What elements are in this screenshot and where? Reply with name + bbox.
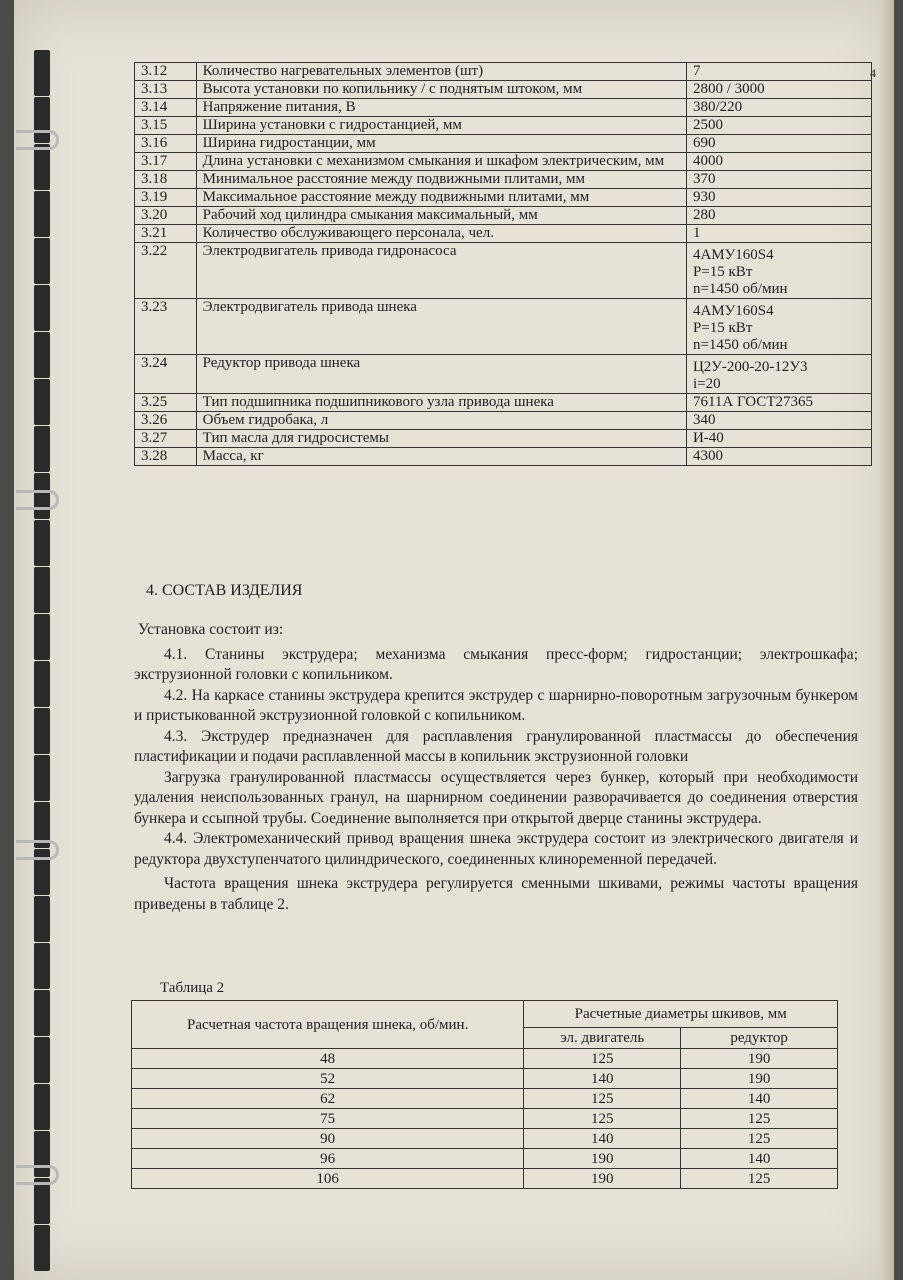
binding-hole xyxy=(34,285,50,331)
table-cell: 140 xyxy=(524,1069,681,1089)
spec-num: 3.13 xyxy=(135,81,197,99)
binding-hole xyxy=(34,755,50,801)
spec-value: 280 xyxy=(686,207,871,225)
spec-row xyxy=(135,299,872,355)
spec-row xyxy=(135,135,872,153)
spec-name: Электродвигатель привода гидронасоса xyxy=(196,243,686,299)
spec-num: 3.12 xyxy=(135,63,197,81)
table-cell: 62 xyxy=(132,1089,524,1109)
document-page xyxy=(14,0,894,1280)
spiral-binding xyxy=(14,0,66,1280)
table-row xyxy=(132,1109,838,1129)
spec-row xyxy=(135,153,872,171)
spec-num: 3.21 xyxy=(135,225,197,243)
paragraph: 4.3. Экструдер предназначен для расплавления гранулированной пластмассы до обеспечения пластификации и подачи расплавленной массы в копильник экструзионной головки xyxy=(134,727,858,765)
paragraph: Загрузка гранулированной пластмассы осуществляется через бункер, который при необходимости удаления неиспользованных гранул, на шарнирном соединении разворачивается до соединения отверстия бункера и ссыпной трубы. Соединение выполняется при открытой дверце станины экструдера. xyxy=(134,768,858,827)
table-cell: 75 xyxy=(132,1109,524,1129)
spec-row xyxy=(135,171,872,189)
spec-name: Ширина установки с гидростанцией, мм xyxy=(196,117,686,135)
spec-value: 2500 xyxy=(686,117,871,135)
binding-hole xyxy=(34,191,50,237)
table-cell: 140 xyxy=(524,1129,681,1149)
paragraph: 4.2. На каркасе станины экструдера крепится экструдер с шарнирно-поворотным загрузочным бункером и пристыкованной экструзионной головкой с копильником. xyxy=(134,686,858,724)
binding-hole xyxy=(34,520,50,566)
binding-hole xyxy=(34,661,50,707)
binding-hole xyxy=(34,614,50,660)
spec-num: 3.17 xyxy=(135,153,197,171)
body-text xyxy=(134,620,858,915)
binding-hole xyxy=(34,943,50,989)
table-cell: 125 xyxy=(524,1109,681,1129)
spec-value: 4АМУ160S4 P=15 кВт n=1450 об/мин xyxy=(686,243,871,299)
table-cell: 52 xyxy=(132,1069,524,1089)
binding-hole xyxy=(34,238,50,284)
spec-name: Тип масла для гидросистемы xyxy=(196,430,686,448)
spec-value: 4300 xyxy=(686,448,871,466)
spec-num: 3.22 xyxy=(135,243,197,299)
spec-value: 2800 / 3000 xyxy=(686,81,871,99)
spec-row xyxy=(135,189,872,207)
spec-name: Редуктор привода шнека xyxy=(196,355,686,394)
spec-name: Минимальное расстояние между подвижными плитами, мм xyxy=(196,171,686,189)
spec-value: 7611А ГОСТ27365 xyxy=(686,394,871,412)
spec-value: 380/220 xyxy=(686,99,871,117)
spec-row xyxy=(135,81,872,99)
table-row xyxy=(132,1069,838,1089)
table-cell: 190 xyxy=(681,1069,838,1089)
binding-hole xyxy=(34,1084,50,1130)
table-caption: Таблица 2 xyxy=(160,980,225,996)
table-cell: 125 xyxy=(524,1089,681,1109)
table-row xyxy=(132,1129,838,1149)
spec-num: 3.14 xyxy=(135,99,197,117)
spec-row xyxy=(135,448,872,466)
spec-value: 1 xyxy=(686,225,871,243)
paragraph: 4.4. Электромеханический привод вращения шнека экструдера состоит из электрического двигателя и редуктора двухступенчатого цилиндрического, соединенных клиноременной передачей. xyxy=(134,830,858,868)
spec-row xyxy=(135,394,872,412)
binding-hole xyxy=(34,1037,50,1083)
binding-hole xyxy=(34,379,50,425)
table-cell: 125 xyxy=(681,1129,838,1149)
table-row xyxy=(132,1089,838,1109)
table-cell: 125 xyxy=(524,1049,681,1069)
spec-name: Максимальное расстояние между подвижными плитами, мм xyxy=(196,189,686,207)
page-number: 4 xyxy=(870,66,876,80)
binding-hole xyxy=(34,567,50,613)
table-cell: 48 xyxy=(132,1049,524,1069)
spec-value: 7 xyxy=(686,63,871,81)
pulley-table xyxy=(131,1000,838,1189)
spec-num: 3.27 xyxy=(135,430,197,448)
table-cell: 125 xyxy=(681,1109,838,1129)
table-cell: 90 xyxy=(132,1129,524,1149)
table-cell: 190 xyxy=(681,1049,838,1069)
binding-hole xyxy=(34,708,50,754)
binding-hole xyxy=(34,1225,50,1271)
binding-hole xyxy=(34,990,50,1036)
binding-ring xyxy=(16,840,59,860)
spec-row xyxy=(135,99,872,117)
spec-value: 4000 xyxy=(686,153,871,171)
binding-hole xyxy=(34,426,50,472)
spec-row xyxy=(135,430,872,448)
spec-name: Ширина гидростанции, мм xyxy=(196,135,686,153)
table-cell: 125 xyxy=(681,1169,838,1189)
spec-row xyxy=(135,243,872,299)
paragraph: 4.1. Станины экструдера; механизма смыкания пресс-форм; гидростанции; электрошкафа; экструзионной головки с копильником. xyxy=(134,645,858,683)
specifications-table xyxy=(134,62,872,466)
spec-num: 3.26 xyxy=(135,412,197,430)
spec-row xyxy=(135,63,872,81)
binding-ring xyxy=(16,490,59,510)
table-cell: 140 xyxy=(681,1149,838,1169)
binding-hole xyxy=(34,332,50,378)
col1-header: Расчетная частота вращения шнека, об/мин. xyxy=(132,1001,524,1049)
table-cell: 140 xyxy=(681,1089,838,1109)
spec-value: 690 xyxy=(686,135,871,153)
spec-name: Масса, кг xyxy=(196,448,686,466)
spec-name: Количество нагревательных элементов (шт) xyxy=(196,63,686,81)
spec-value: 930 xyxy=(686,189,871,207)
spec-row xyxy=(135,412,872,430)
spec-num: 3.23 xyxy=(135,299,197,355)
spec-value: 370 xyxy=(686,171,871,189)
section-title: 4. СОСТАВ ИЗДЕЛИЯ xyxy=(146,582,303,599)
spec-name: Электродвигатель привода шнека xyxy=(196,299,686,355)
table-cell: 106 xyxy=(132,1169,524,1189)
paragraph: Установка состоит из: xyxy=(138,621,284,638)
spec-name: Тип подшипника подшипникового узла привода шнека xyxy=(196,394,686,412)
spec-row xyxy=(135,225,872,243)
spec-num: 3.18 xyxy=(135,171,197,189)
subheader-motor: эл. двигатель xyxy=(524,1028,681,1049)
spec-num: 3.15 xyxy=(135,117,197,135)
spec-num: 3.25 xyxy=(135,394,197,412)
binding-hole xyxy=(34,144,50,190)
binding-ring xyxy=(16,1165,59,1185)
spec-value: И-40 xyxy=(686,430,871,448)
paragraph: Частота вращения шнека экструдера регулируется сменными шкивами, режимы частоты вращения приведены в таблице 2. xyxy=(134,875,858,913)
spec-num: 3.28 xyxy=(135,448,197,466)
spec-num: 3.16 xyxy=(135,135,197,153)
binding-hole xyxy=(34,50,50,96)
spec-value: Ц2У-200-20-12У3 i=20 xyxy=(686,355,871,394)
spec-name: Объем гидробака, л xyxy=(196,412,686,430)
spec-row xyxy=(135,117,872,135)
spec-row xyxy=(135,355,872,394)
binding-ring xyxy=(16,130,59,150)
spec-num: 3.20 xyxy=(135,207,197,225)
table-row xyxy=(132,1049,838,1069)
binding-hole xyxy=(34,896,50,942)
spec-name: Количество обслуживающего персонала, чел. xyxy=(196,225,686,243)
spec-value: 4АМУ160S4 P=15 кВт n=1450 об/мин xyxy=(686,299,871,355)
spec-name: Высота установки по копильнику / с поднятым штоком, мм xyxy=(196,81,686,99)
spec-row xyxy=(135,207,872,225)
table-row xyxy=(132,1149,838,1169)
spec-num: 3.24 xyxy=(135,355,197,394)
spec-name: Рабочий ход цилиндра смыкания максимальный, мм xyxy=(196,207,686,225)
spec-value: 340 xyxy=(686,412,871,430)
group-header: Расчетные диаметры шкивов, мм xyxy=(524,1001,838,1028)
page-edge xyxy=(880,0,894,1280)
table-row xyxy=(132,1169,838,1189)
spec-name: Длина установки с механизмом смыкания и шкафом электрическим, мм xyxy=(196,153,686,171)
table-cell: 190 xyxy=(524,1169,681,1189)
spec-num: 3.19 xyxy=(135,189,197,207)
spec-name: Напряжение питания, В xyxy=(196,99,686,117)
table-cell: 190 xyxy=(524,1149,681,1169)
table-cell: 96 xyxy=(132,1149,524,1169)
subheader-reducer: редуктор xyxy=(681,1028,838,1049)
